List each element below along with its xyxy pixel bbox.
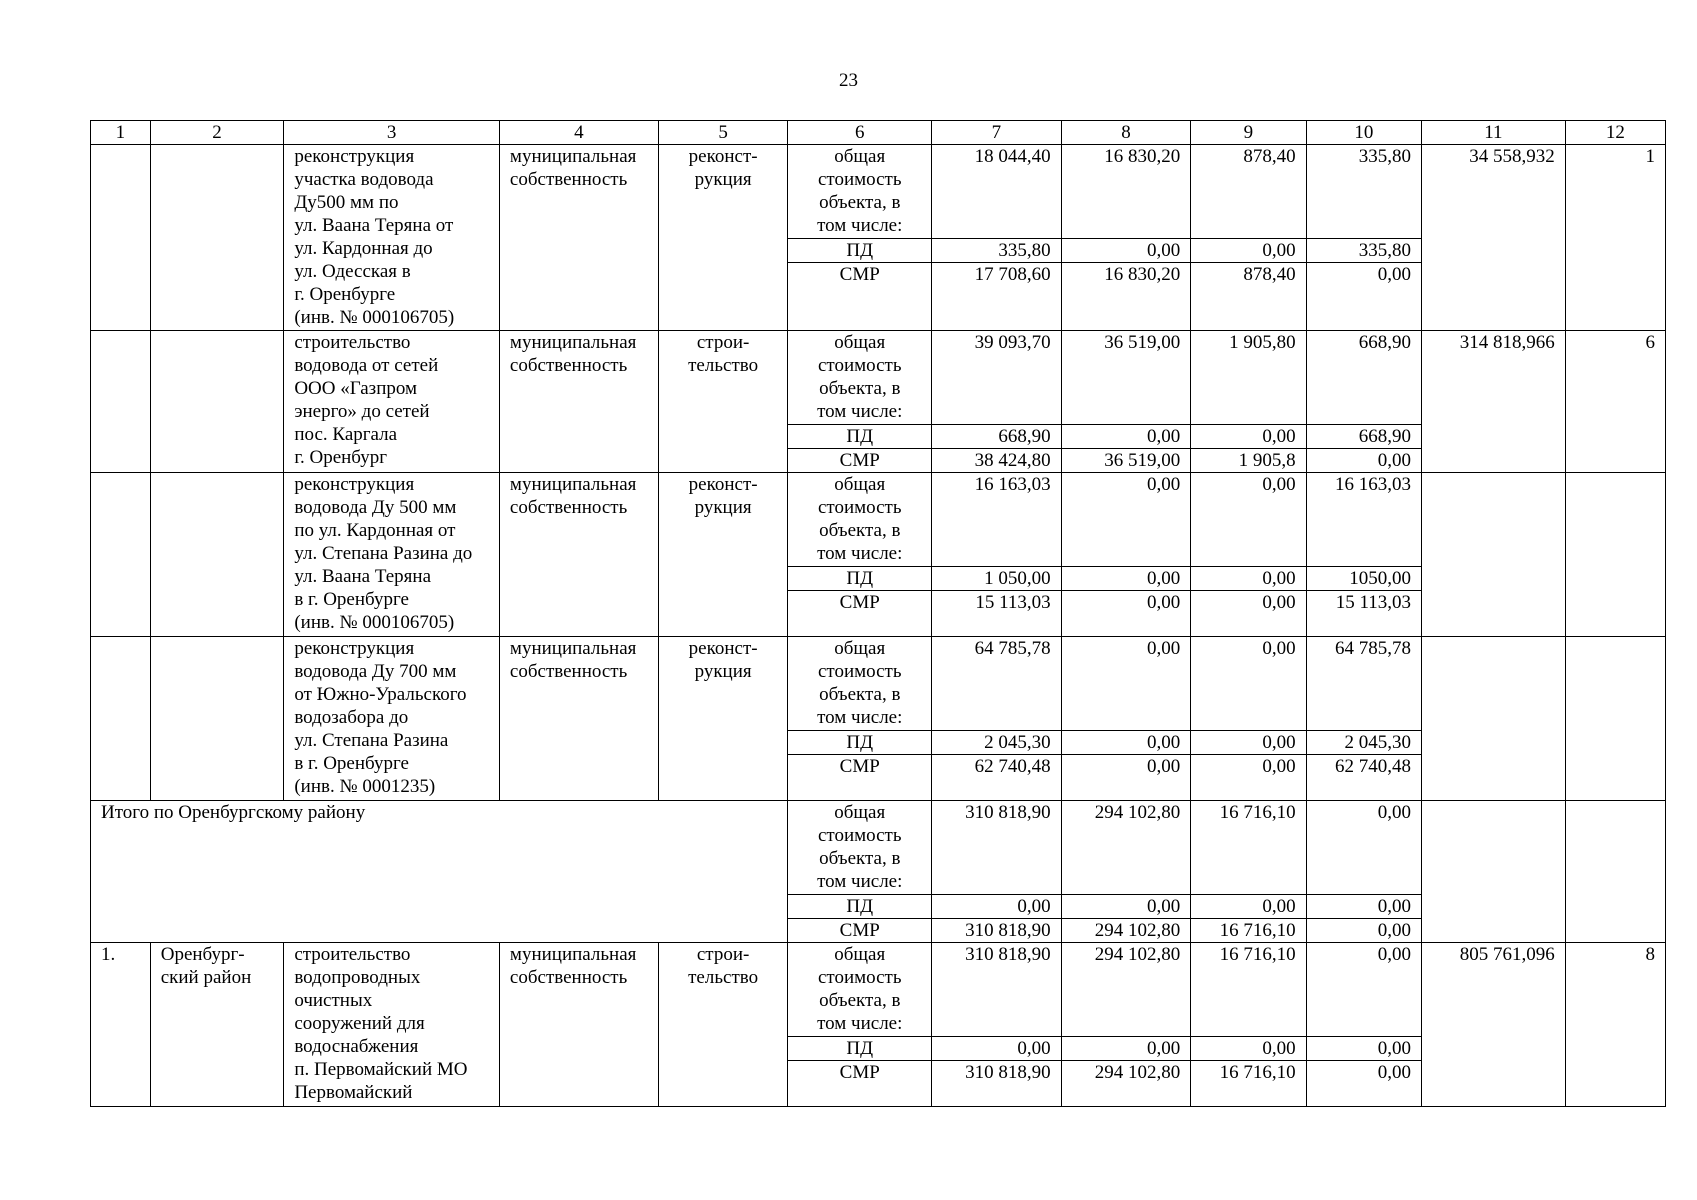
value-col-10: 668,90 — [1306, 331, 1421, 425]
object-name: реконструкция водовода Ду 500 мм по ул. Кардонная от ул. Степана Разина до ул. Ваана Теряна в г. Оренбурге (инв. № 000106705) — [284, 473, 500, 637]
value-col-10: 0,00 — [1306, 1061, 1421, 1107]
value-col-7: 1 050,00 — [932, 567, 1062, 591]
value-col-10: 0,00 — [1306, 943, 1421, 1037]
object-name: строительство водовода от сетей ООО «Газпром энерго» до сетей пос. Каргала г. Оренбург — [284, 331, 500, 473]
header-cell: 2 — [150, 121, 284, 145]
row-number: 1. — [91, 943, 151, 1107]
district-name: Оренбург- ский район — [150, 943, 284, 1107]
ownership-form: муниципальная собственность — [499, 331, 658, 473]
value-col-12: 6 — [1565, 331, 1665, 473]
header-cell: 11 — [1422, 121, 1566, 145]
value-col-10: 16 163,03 — [1306, 473, 1421, 567]
column-number-row — [91, 121, 1666, 145]
header-cell: 4 — [499, 121, 658, 145]
value-col-9: 0,00 — [1191, 895, 1306, 919]
value-col-9: 0,00 — [1191, 637, 1306, 731]
value-col-8: 36 519,00 — [1061, 331, 1191, 425]
value-col-8: 16 830,20 — [1061, 145, 1191, 239]
value-col-11 — [1422, 637, 1566, 801]
value-col-7: 668,90 — [932, 425, 1062, 449]
cost-type-label: общая стоимость объекта, в том числе: — [788, 145, 932, 239]
value-col-7: 2 045,30 — [932, 731, 1062, 755]
value-col-8: 0,00 — [1061, 239, 1191, 263]
work-type: реконст- рукция — [658, 473, 788, 637]
value-col-10: 0,00 — [1306, 449, 1421, 473]
value-col-11 — [1422, 473, 1566, 637]
value-col-9: 16 716,10 — [1191, 943, 1306, 1037]
page-number: 23 — [839, 70, 858, 91]
object-name: реконструкция участка водовода Ду500 мм по ул. Ваана Теряна от ул. Кардонная до ул. Одесская в г. Оренбурге (инв. № 000106705) — [284, 145, 500, 331]
value-col-7: 0,00 — [932, 895, 1062, 919]
cost-type-label: СМР — [788, 755, 932, 801]
value-col-7: 38 424,80 — [932, 449, 1062, 473]
work-type: строи- тельство — [658, 331, 788, 473]
value-col-9: 878,40 — [1191, 145, 1306, 239]
object-row — [91, 473, 1666, 567]
cost-type-label: общая стоимость объекта, в том числе: — [788, 637, 932, 731]
cost-type-label: общая стоимость объекта, в том числе: — [788, 331, 932, 425]
value-col-8: 0,00 — [1061, 731, 1191, 755]
row-number — [91, 473, 151, 637]
value-col-8: 0,00 — [1061, 755, 1191, 801]
value-col-10: 0,00 — [1306, 263, 1421, 331]
value-col-7: 17 708,60 — [932, 263, 1062, 331]
cost-type-label: общая стоимость объекта, в том числе: — [788, 473, 932, 567]
cost-type-label: общая стоимость объекта, в том числе: — [788, 801, 932, 895]
header-cell: 5 — [658, 121, 788, 145]
value-col-11: 314 818,966 — [1422, 331, 1566, 473]
value-col-10: 335,80 — [1306, 145, 1421, 239]
value-col-10: 15 113,03 — [1306, 591, 1421, 637]
value-col-10: 0,00 — [1306, 895, 1421, 919]
value-col-9: 0,00 — [1191, 425, 1306, 449]
cost-type-label: ПД — [788, 239, 932, 263]
cost-type-label: СМР — [788, 449, 932, 473]
cost-type-label: ПД — [788, 1037, 932, 1061]
ownership-form: муниципальная собственность — [499, 637, 658, 801]
row-number — [91, 331, 151, 473]
value-col-11 — [1422, 801, 1566, 943]
value-col-9: 16 716,10 — [1191, 801, 1306, 895]
value-col-9: 0,00 — [1191, 567, 1306, 591]
value-col-9: 0,00 — [1191, 591, 1306, 637]
value-col-9: 16 716,10 — [1191, 919, 1306, 943]
value-col-8: 294 102,80 — [1061, 801, 1191, 895]
value-col-11: 805 761,096 — [1422, 943, 1566, 1107]
value-col-10: 0,00 — [1306, 801, 1421, 895]
investment-table — [90, 120, 1666, 1107]
ownership-form: муниципальная собственность — [499, 473, 658, 637]
row-number — [91, 145, 151, 331]
cost-type-label: ПД — [788, 895, 932, 919]
value-col-8: 36 519,00 — [1061, 449, 1191, 473]
value-col-7: 39 093,70 — [932, 331, 1062, 425]
ownership-form: муниципальная собственность — [499, 943, 658, 1107]
object-row — [91, 145, 1666, 239]
district-name — [150, 331, 284, 473]
cost-type-label: ПД — [788, 425, 932, 449]
value-col-8: 0,00 — [1061, 425, 1191, 449]
subtotal-label: Итого по Оренбургскому району — [91, 801, 788, 943]
value-col-9: 1 905,8 — [1191, 449, 1306, 473]
header-cell: 3 — [284, 121, 500, 145]
subtotal-row — [91, 801, 1666, 895]
object-row — [91, 331, 1666, 425]
value-col-7: 310 818,90 — [932, 1061, 1062, 1107]
value-col-9: 0,00 — [1191, 755, 1306, 801]
header-cell: 1 — [91, 121, 151, 145]
value-col-8: 0,00 — [1061, 895, 1191, 919]
value-col-11: 34 558,932 — [1422, 145, 1566, 331]
value-col-10: 1050,00 — [1306, 567, 1421, 591]
header-cell: 9 — [1191, 121, 1306, 145]
value-col-7: 15 113,03 — [932, 591, 1062, 637]
value-col-8: 294 102,80 — [1061, 943, 1191, 1037]
district-name — [150, 473, 284, 637]
header-cell: 10 — [1306, 121, 1421, 145]
value-col-7: 62 740,48 — [932, 755, 1062, 801]
cost-type-label: СМР — [788, 591, 932, 637]
value-col-7: 16 163,03 — [932, 473, 1062, 567]
value-col-7: 310 818,90 — [932, 943, 1062, 1037]
value-col-8: 0,00 — [1061, 567, 1191, 591]
value-col-7: 64 785,78 — [932, 637, 1062, 731]
value-col-12: 1 — [1565, 145, 1665, 331]
value-col-8: 0,00 — [1061, 473, 1191, 567]
value-col-9: 1 905,80 — [1191, 331, 1306, 425]
district-name — [150, 637, 284, 801]
district-name — [150, 145, 284, 331]
value-col-7: 18 044,40 — [932, 145, 1062, 239]
work-type: строи- тельство — [658, 943, 788, 1107]
cost-type-label: СМР — [788, 1061, 932, 1107]
header-cell: 8 — [1061, 121, 1191, 145]
value-col-9: 0,00 — [1191, 1037, 1306, 1061]
header-cell: 7 — [932, 121, 1062, 145]
value-col-7: 310 818,90 — [932, 801, 1062, 895]
value-col-12 — [1565, 801, 1665, 943]
value-col-10: 64 785,78 — [1306, 637, 1421, 731]
value-col-12: 8 — [1565, 943, 1665, 1107]
value-col-8: 294 102,80 — [1061, 919, 1191, 943]
row-number — [91, 637, 151, 801]
value-col-9: 0,00 — [1191, 473, 1306, 567]
header-cell: 12 — [1565, 121, 1665, 145]
value-col-9: 878,40 — [1191, 263, 1306, 331]
object-row — [91, 637, 1666, 731]
value-col-12 — [1565, 637, 1665, 801]
value-col-7: 310 818,90 — [932, 919, 1062, 943]
value-col-7: 335,80 — [932, 239, 1062, 263]
value-col-9: 0,00 — [1191, 239, 1306, 263]
value-col-9: 0,00 — [1191, 731, 1306, 755]
cost-type-label: ПД — [788, 567, 932, 591]
value-col-10: 62 740,48 — [1306, 755, 1421, 801]
value-col-8: 294 102,80 — [1061, 1061, 1191, 1107]
value-col-12 — [1565, 473, 1665, 637]
value-col-10: 0,00 — [1306, 1037, 1421, 1061]
value-col-10: 335,80 — [1306, 239, 1421, 263]
object-name: реконструкция водовода Ду 700 мм от Южно-Уральского водозабора до ул. Степана Разина в г. Оренбурге (инв. № 0001235) — [284, 637, 500, 801]
value-col-10: 2 045,30 — [1306, 731, 1421, 755]
cost-type-label: общая стоимость объекта, в том числе: — [788, 943, 932, 1037]
header-cell: 6 — [788, 121, 932, 145]
object-name: строительство водопроводных очистных сооружений для водоснабжения п. Первомайский МО Первомайский — [284, 943, 500, 1107]
value-col-10: 668,90 — [1306, 425, 1421, 449]
cost-type-label: ПД — [788, 731, 932, 755]
cost-type-label: СМР — [788, 263, 932, 331]
cost-type-label: СМР — [788, 919, 932, 943]
ownership-form: муниципальная собственность — [499, 145, 658, 331]
work-type: реконст- рукция — [658, 637, 788, 801]
work-type: реконст- рукция — [658, 145, 788, 331]
value-col-8: 0,00 — [1061, 637, 1191, 731]
value-col-8: 0,00 — [1061, 1037, 1191, 1061]
value-col-8: 0,00 — [1061, 591, 1191, 637]
value-col-10: 0,00 — [1306, 919, 1421, 943]
value-col-9: 16 716,10 — [1191, 1061, 1306, 1107]
object-row — [91, 943, 1666, 1037]
value-col-7: 0,00 — [932, 1037, 1062, 1061]
value-col-8: 16 830,20 — [1061, 263, 1191, 331]
